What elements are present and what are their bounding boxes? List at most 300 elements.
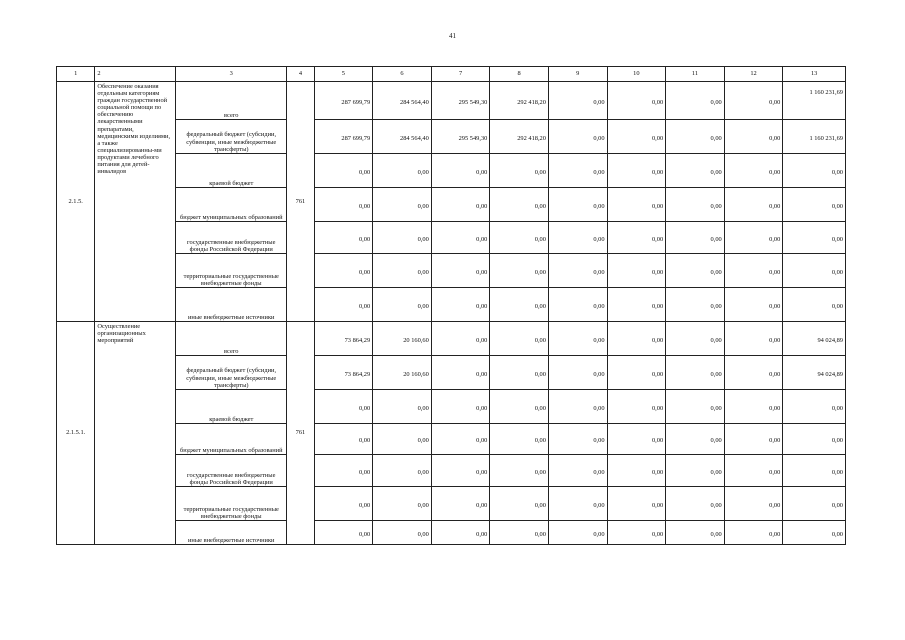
value-cell: [548, 521, 607, 545]
value-text: 0,00: [769, 302, 781, 310]
value-text: 0,00: [769, 168, 781, 176]
value-cell: [373, 390, 432, 424]
section-name: Осуществление организационных мероприятий: [95, 322, 176, 545]
value-text: 0,00: [534, 268, 546, 276]
column-4-code: 761: [287, 322, 314, 545]
value-text: 94 024,89: [817, 370, 843, 378]
value-cell: [666, 188, 725, 222]
value-cell: [490, 154, 549, 188]
value-text: 0,00: [831, 268, 843, 276]
value-cell: [724, 322, 783, 356]
table-row: [57, 356, 846, 390]
value-cell: [607, 82, 666, 120]
value-text: 0,00: [534, 302, 546, 310]
value-text: 0,00: [769, 336, 781, 344]
header-cell: 7: [431, 67, 490, 82]
table-row: [57, 222, 846, 254]
value-cell: [666, 455, 725, 487]
value-text: 0,00: [710, 202, 722, 210]
table-row: [57, 390, 846, 424]
value-text: 0,00: [358, 202, 371, 210]
value-cell: [373, 188, 432, 222]
header-cell: 13: [783, 67, 846, 82]
value-text: 0,00: [831, 530, 843, 538]
value-text: 0,00: [417, 404, 429, 412]
value-text: 0,00: [593, 437, 605, 445]
value-cell: [548, 82, 607, 120]
value-cell: [431, 356, 490, 390]
value-cell: [724, 154, 783, 188]
value-text: 0,00: [417, 235, 429, 243]
value-cell: [607, 487, 666, 521]
value-cell: [666, 390, 725, 424]
value-cell: [724, 521, 783, 545]
value-text: 0,00: [769, 268, 781, 276]
value-cell: [490, 356, 549, 390]
value-text: 0,00: [651, 336, 664, 344]
value-cell: [666, 120, 725, 154]
value-cell: [373, 424, 432, 455]
table-row: [57, 254, 846, 288]
value-cell: [666, 254, 725, 288]
value-cell: [373, 254, 432, 288]
value-cell: [783, 288, 846, 322]
value-text: 0,00: [769, 202, 781, 210]
value-text: 0,00: [534, 168, 546, 176]
value-text: 0,00: [710, 268, 722, 276]
value-cell: [548, 188, 607, 222]
value-text: 284 564,40: [400, 98, 429, 106]
value-cell: [548, 288, 607, 322]
value-text: 0,00: [769, 235, 781, 243]
value-text: 292 418,20: [517, 134, 546, 142]
value-text: 0,00: [651, 302, 664, 310]
value-cell: [490, 188, 549, 222]
value-cell: [666, 356, 725, 390]
table-row: [57, 120, 846, 154]
value-text: 1 160 231,69: [809, 88, 843, 96]
value-text: 0,00: [769, 437, 781, 445]
value-cell: [666, 154, 725, 188]
funding-source: территориальные государственные внебюджетные фонды: [176, 487, 287, 521]
value-cell: [431, 222, 490, 254]
value-text: 0,00: [358, 530, 371, 538]
value-cell: [724, 188, 783, 222]
value-text: 295 549,30: [458, 134, 488, 142]
value-text: 0,00: [593, 336, 605, 344]
value-text: 0,00: [476, 302, 488, 310]
value-text: 0,00: [710, 235, 722, 243]
value-text: 0,00: [358, 168, 371, 176]
value-cell: [783, 322, 846, 356]
value-text: 0,00: [358, 468, 371, 476]
table-row: [57, 455, 846, 487]
header-cell: 11: [666, 67, 725, 82]
page-number: 41: [449, 32, 456, 40]
value-text: 0,00: [593, 370, 605, 378]
value-cell: [373, 82, 432, 120]
value-text: 0,00: [417, 468, 429, 476]
value-cell: [783, 254, 846, 288]
value-text: 0,00: [358, 268, 371, 276]
value-cell: [373, 288, 432, 322]
value-text: 0,00: [651, 437, 664, 445]
value-text: 0,00: [710, 302, 722, 310]
value-cell: [783, 487, 846, 521]
value-cell: [490, 254, 549, 288]
value-cell: [431, 254, 490, 288]
value-cell: [783, 521, 846, 545]
value-text: 0,00: [769, 404, 781, 412]
value-text: 0,00: [534, 370, 546, 378]
value-text: 20 160,60: [403, 370, 429, 378]
value-text: 0,00: [593, 268, 605, 276]
section-code: 2.1.5.: [57, 82, 95, 322]
funding-source: иные внебюджетные источники: [176, 288, 287, 322]
header-cell: 4: [287, 67, 314, 82]
value-text: 295 549,30: [458, 98, 488, 106]
table-row: [57, 424, 846, 455]
value-text: 0,00: [831, 302, 843, 310]
value-text: 0,00: [417, 530, 429, 538]
value-cell: [666, 82, 725, 120]
value-text: 0,00: [710, 336, 722, 344]
value-text: 0,00: [476, 370, 488, 378]
value-text: 73 864,29: [344, 336, 371, 344]
value-text: 0,00: [593, 404, 605, 412]
header-cell: 1: [57, 67, 95, 82]
value-cell: [373, 487, 432, 521]
header-row: [57, 67, 846, 82]
value-cell: [783, 222, 846, 254]
value-cell: [607, 120, 666, 154]
value-cell: [724, 222, 783, 254]
value-cell: [724, 455, 783, 487]
value-cell: [490, 222, 549, 254]
value-cell: [666, 288, 725, 322]
value-cell: [783, 390, 846, 424]
value-cell: [431, 82, 490, 120]
value-cell: [724, 82, 783, 120]
value-text: 0,00: [769, 98, 781, 106]
value-cell: [607, 288, 666, 322]
funding-source: федеральный бюджет (субсидии, субвенции, иные межбюджетные трансферты): [176, 356, 287, 390]
value-cell: [607, 154, 666, 188]
value-text: 0,00: [417, 168, 429, 176]
value-text: 0,00: [534, 437, 546, 445]
value-cell: [490, 424, 549, 455]
value-text: 0,00: [417, 437, 429, 445]
header-cell: 9: [548, 67, 607, 82]
funding-source: федеральный бюджет (субсидии, субвенции, иные межбюджетные трансферты): [176, 120, 287, 154]
value-cell: [314, 222, 373, 254]
table-row: [57, 521, 846, 545]
value-cell: [490, 390, 549, 424]
value-cell: [607, 356, 666, 390]
value-cell: [548, 390, 607, 424]
value-cell: [314, 288, 373, 322]
value-text: 0,00: [651, 134, 664, 142]
value-text: 0,00: [358, 302, 371, 310]
value-text: 0,00: [417, 302, 429, 310]
value-text: 284 564,40: [400, 134, 429, 142]
funding-source: государственные внебюджетные фонды Российской Федерации: [176, 222, 287, 254]
value-cell: [724, 390, 783, 424]
value-text: 0,00: [651, 404, 664, 412]
value-cell: [783, 356, 846, 390]
value-text: 0,00: [476, 168, 488, 176]
value-text: 0,00: [710, 530, 722, 538]
value-cell: [314, 487, 373, 521]
value-cell: [373, 521, 432, 545]
value-cell: [373, 455, 432, 487]
value-text: 0,00: [593, 501, 605, 509]
value-cell: [783, 424, 846, 455]
value-text: 0,00: [710, 437, 722, 445]
value-text: 0,00: [831, 468, 843, 476]
column-4-code: 761: [287, 82, 314, 322]
header-cell: 6: [373, 67, 432, 82]
value-cell: [548, 222, 607, 254]
value-cell: [607, 390, 666, 424]
header-cell: 3: [176, 67, 287, 82]
value-text: 0,00: [476, 437, 488, 445]
value-cell: [548, 154, 607, 188]
value-text: 0,00: [593, 168, 605, 176]
value-text: 20 160,60: [403, 336, 429, 344]
value-text: 0,00: [476, 336, 488, 344]
value-cell: [490, 455, 549, 487]
value-text: 0,00: [534, 404, 546, 412]
value-cell: [666, 322, 725, 356]
header-cell: 2: [95, 67, 176, 82]
value-cell: [783, 188, 846, 222]
value-cell: [431, 154, 490, 188]
value-text: 0,00: [831, 235, 843, 243]
value-cell: [431, 455, 490, 487]
value-text: 0,00: [417, 501, 429, 509]
value-cell: [431, 188, 490, 222]
value-text: 0,00: [831, 168, 843, 176]
funding-source: краевой бюджет: [176, 154, 287, 188]
value-text: 0,00: [769, 134, 781, 142]
value-text: 0,00: [534, 235, 546, 243]
value-text: 0,00: [710, 404, 722, 412]
value-text: 0,00: [593, 468, 605, 476]
section-code: 2.1.5.1.: [57, 322, 95, 545]
value-cell: [314, 188, 373, 222]
value-text: 0,00: [593, 98, 605, 106]
value-cell: [548, 487, 607, 521]
funding-source: иные внебюджетные источники: [176, 521, 287, 545]
funding-source: бюджет муниципальных образований: [176, 188, 287, 222]
value-cell: [607, 521, 666, 545]
value-text: 0,00: [769, 501, 781, 509]
value-text: 0,00: [476, 268, 488, 276]
value-cell: [373, 322, 432, 356]
table-row: [57, 322, 846, 356]
value-text: 0,00: [593, 530, 605, 538]
value-text: 0,00: [593, 302, 605, 310]
value-text: 0,00: [476, 404, 488, 412]
value-text: 0,00: [534, 501, 546, 509]
table-row: [57, 154, 846, 188]
value-text: 0,00: [651, 202, 664, 210]
value-cell: [373, 154, 432, 188]
section-name: Обеспечение оказания отдельным категориям граждан государственной социальной помощи по обеспечению лекарственными препаратами, медицинскими изделиями, а также специализированны-ми продуктами лечебного питания для детей-инвалидов: [95, 82, 176, 322]
value-cell: [373, 120, 432, 154]
value-cell: [431, 390, 490, 424]
value-cell: [490, 288, 549, 322]
value-text: 0,00: [710, 134, 722, 142]
value-text: 0,00: [831, 404, 843, 412]
value-text: 1 160 231,69: [809, 134, 843, 142]
value-text: 0,00: [534, 468, 546, 476]
funding-source: всего: [176, 322, 287, 356]
header-cell: 12: [724, 67, 783, 82]
value-cell: [314, 356, 373, 390]
value-cell: [783, 82, 846, 120]
value-text: 0,00: [651, 235, 664, 243]
value-text: 0,00: [769, 530, 781, 538]
value-cell: [314, 154, 373, 188]
value-text: 0,00: [651, 468, 664, 476]
value-cell: [490, 487, 549, 521]
value-text: 0,00: [534, 530, 546, 538]
value-text: 0,00: [476, 501, 488, 509]
value-text: 0,00: [358, 437, 371, 445]
value-cell: [490, 521, 549, 545]
value-text: 0,00: [651, 168, 664, 176]
value-text: 0,00: [593, 134, 605, 142]
value-text: 0,00: [710, 370, 722, 378]
value-cell: [314, 455, 373, 487]
value-text: 0,00: [358, 501, 371, 509]
value-text: 73 864,29: [344, 370, 371, 378]
value-cell: [548, 322, 607, 356]
value-cell: [783, 455, 846, 487]
value-text: 0,00: [534, 336, 546, 344]
table-row: [57, 82, 846, 120]
value-cell: [724, 254, 783, 288]
value-text: 0,00: [710, 168, 722, 176]
value-text: 292 418,20: [517, 98, 546, 106]
value-cell: [548, 356, 607, 390]
value-cell: [490, 82, 549, 120]
value-cell: [724, 120, 783, 154]
value-cell: [548, 455, 607, 487]
header-cell: 10: [607, 67, 666, 82]
value-text: 0,00: [651, 370, 664, 378]
value-text: 0,00: [831, 202, 843, 210]
value-cell: [724, 356, 783, 390]
value-cell: [314, 254, 373, 288]
value-text: 0,00: [417, 268, 429, 276]
value-text: 94 024,89: [817, 336, 843, 344]
value-cell: [548, 254, 607, 288]
value-text: 0,00: [710, 501, 722, 509]
value-cell: [490, 322, 549, 356]
value-text: 0,00: [651, 530, 664, 538]
funding-source: краевой бюджет: [176, 390, 287, 424]
table-row: [57, 487, 846, 521]
value-cell: [314, 521, 373, 545]
value-text: 0,00: [476, 202, 488, 210]
value-cell: [431, 424, 490, 455]
value-text: 0,00: [651, 98, 664, 106]
value-text: 0,00: [593, 202, 605, 210]
value-cell: [431, 288, 490, 322]
table-row: [57, 188, 846, 222]
value-text: 0,00: [769, 468, 781, 476]
value-text: 0,00: [831, 501, 843, 509]
funding-source: всего: [176, 82, 287, 120]
value-text: 0,00: [476, 235, 488, 243]
value-text: 0,00: [476, 530, 488, 538]
funding-source: территориальные государственные внебюджетные фонды: [176, 254, 287, 288]
value-cell: [607, 222, 666, 254]
table-row: [57, 288, 846, 322]
value-text: 0,00: [651, 268, 664, 276]
value-text: 0,00: [534, 202, 546, 210]
value-cell: [724, 487, 783, 521]
value-cell: [314, 82, 373, 120]
value-text: 0,00: [476, 468, 488, 476]
funding-source: бюджет муниципальных образований: [176, 424, 287, 455]
table-body: [57, 82, 846, 545]
value-text: 0,00: [769, 370, 781, 378]
value-cell: [783, 120, 846, 154]
value-cell: [724, 288, 783, 322]
value-text: 0,00: [651, 501, 664, 509]
value-text: 0,00: [831, 437, 843, 445]
value-cell: [607, 254, 666, 288]
value-text: 0,00: [710, 98, 722, 106]
value-text: 0,00: [358, 404, 371, 412]
header-cell: 8: [490, 67, 549, 82]
value-cell: [431, 322, 490, 356]
value-cell: [314, 424, 373, 455]
value-cell: [373, 356, 432, 390]
budget-table: [56, 66, 846, 545]
value-cell: [666, 222, 725, 254]
value-text: 0,00: [593, 235, 605, 243]
value-text: 0,00: [710, 468, 722, 476]
value-cell: [666, 521, 725, 545]
value-cell: [666, 487, 725, 521]
value-cell: [490, 120, 549, 154]
value-text: 0,00: [358, 235, 371, 243]
header-cell: 5: [314, 67, 373, 82]
value-text: 287 699,79: [341, 134, 371, 142]
value-cell: [548, 424, 607, 455]
value-cell: [431, 120, 490, 154]
value-cell: [607, 188, 666, 222]
value-cell: [607, 322, 666, 356]
value-cell: [783, 154, 846, 188]
value-cell: [431, 521, 490, 545]
value-cell: [431, 487, 490, 521]
value-cell: [314, 390, 373, 424]
value-cell: [314, 120, 373, 154]
value-cell: [607, 424, 666, 455]
value-cell: [724, 424, 783, 455]
value-cell: [607, 455, 666, 487]
value-cell: [548, 120, 607, 154]
value-cell: [666, 424, 725, 455]
value-text: 287 699,79: [341, 98, 371, 106]
value-cell: [314, 322, 373, 356]
